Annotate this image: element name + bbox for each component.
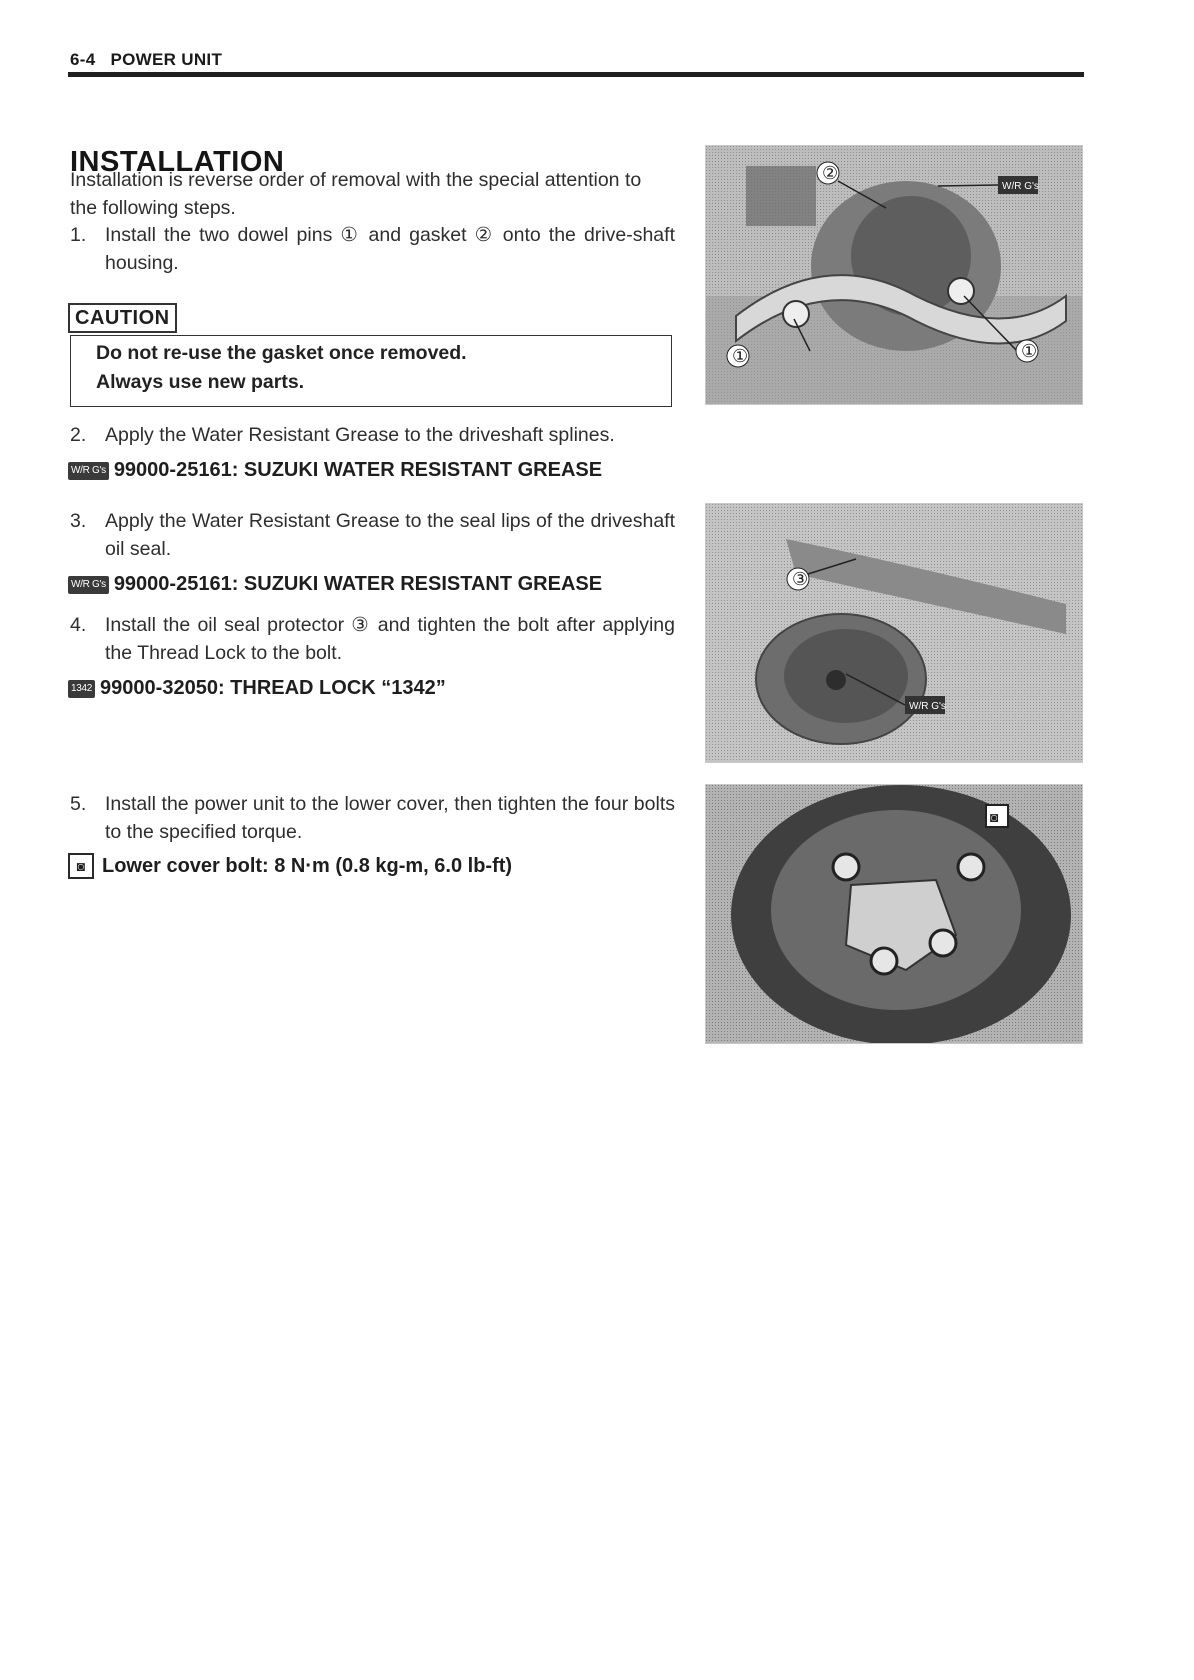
callout-1-right: ① (1021, 341, 1038, 361)
grease-spec-text: 99000-25161: SUZUKI WATER RESISTANT GREASE (113, 459, 603, 481)
step-5 (70, 790, 675, 846)
step-number: 2. (70, 424, 87, 446)
grease-icon: W/R G's (68, 576, 109, 594)
photo3-torque-icon: ◙ (990, 809, 999, 825)
step-1 (70, 221, 675, 277)
photo-lower-cover-bolts (705, 784, 1083, 1044)
threadlock-spec (68, 677, 446, 700)
intro-paragraph: Installation is reverse order of removal with the special attention to the following steps. (70, 169, 642, 219)
caution-line-1: Do not re-use the gasket once removed. (96, 342, 467, 364)
torque-spec (68, 853, 512, 879)
page-title: INSTALLATION (70, 146, 285, 178)
callout-3: ③ (792, 569, 809, 589)
step-text: Install the power unit to the lower cover, then tighten the four bolts to the specified torque. (105, 793, 675, 843)
threadlock-spec-text: 99000-32050: THREAD LOCK “1342” (100, 677, 446, 699)
step-2 (70, 421, 675, 449)
callout-1-left: ① (732, 346, 749, 366)
photo-oil-seal-protector (705, 503, 1083, 763)
grease-icon: W/R G's (68, 462, 109, 480)
grease-spec-1 (68, 459, 602, 482)
step-3 (70, 507, 675, 563)
page-number: 6-4 (70, 50, 96, 69)
step-number: 1. (70, 224, 87, 246)
photo2-grease-tag: W/R G's (909, 701, 946, 712)
thread-lock-icon: 1342 (68, 680, 95, 698)
step-number: 4. (70, 614, 87, 636)
step-text: Apply the Water Resistant Grease to the seal lips of the driveshaft oil seal. (105, 510, 675, 560)
step-number: 3. (70, 510, 87, 532)
step-text: Apply the Water Resistant Grease to the driveshaft splines. (105, 424, 615, 446)
photo-driveshaft-housing (705, 145, 1083, 405)
grease-spec-2 (68, 573, 602, 596)
torque-wrench-icon: ◙ (68, 853, 94, 879)
caution-label: CAUTION (68, 303, 177, 333)
header-rule (68, 72, 1084, 77)
caution-line-2: Always use new parts. (96, 371, 305, 393)
torque-spec-text: Lower cover bolt: 8 N·m (0.8 kg-m, 6.0 lb-ft) (102, 854, 513, 877)
grease-spec-text: 99000-25161: SUZUKI WATER RESISTANT GREASE (113, 573, 603, 595)
section-title: POWER UNIT (110, 50, 223, 69)
photo1-grease-tag: W/R G's (1002, 181, 1039, 192)
callout-2: ② (822, 163, 839, 183)
step-number: 5. (70, 793, 87, 815)
running-header (70, 50, 222, 70)
step-text: Install the two dowel pins ① and gasket ② onto the drive-shaft housing. (105, 224, 675, 274)
step-4 (70, 611, 675, 667)
step-text: Install the oil seal protector ③ and tighten the bolt after applying the Thread Lock to the bolt. (105, 614, 675, 664)
